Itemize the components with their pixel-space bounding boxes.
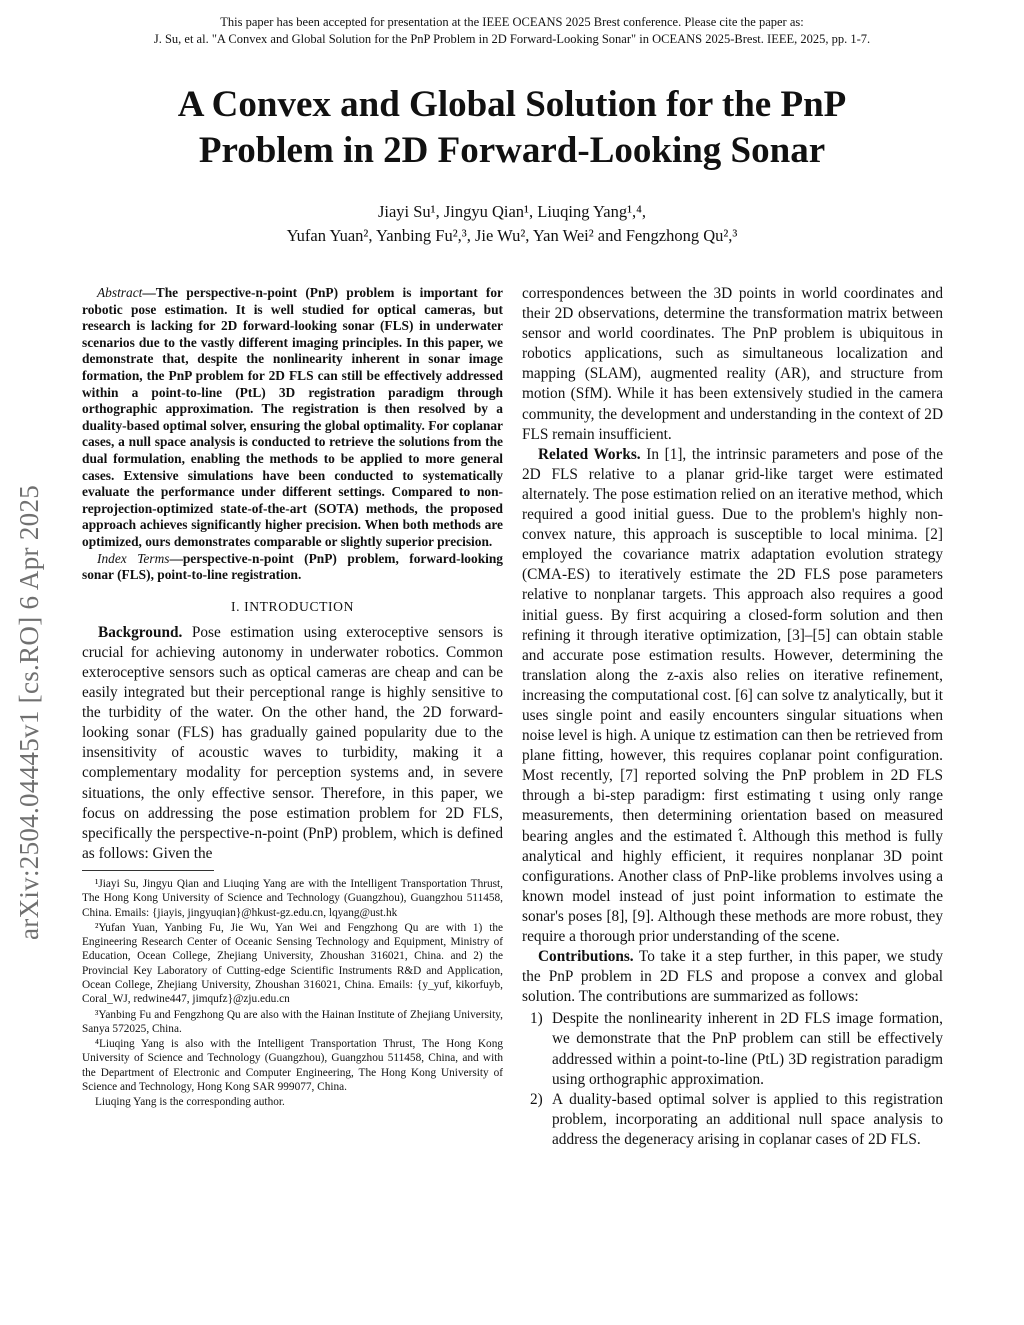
- index-terms-text: —perspective-n-point (PnP) problem, forward-looking sonar (FLS), point-to-line registration.: [82, 550, 504, 583]
- list-item-text: Despite the nonlinearity inherent in 2D FLS image formation, we demonstrate that the PnP problem can still be effectively addressed within a point-to-line (PtL) 3D registration paradigm using orthographic approximation.: [552, 1010, 943, 1088]
- contributions-text: To take it a step further, in this paper, we study the PnP problem in 2D FLS and propose a convex and global solution. The contributions are summarized as follows:: [522, 948, 943, 1006]
- footnote-3: ³Yanbing Fu and Fengzhong Qu are also with the Hainan Institute of Zhejiang University, Sanya 572025, China.: [82, 1008, 503, 1035]
- background-paragraph: [82, 623, 503, 864]
- contributions-paragraph: [522, 947, 943, 1007]
- intro-continued-paragraph: correspondences between the 3D points in world coordinates and their 2D observations, determine the transformation matrix between sensor and world coordinates. The PnP problem is ubiquitous in robotics applications, such as simultaneous localization and mapping (SLAM), augmented reality (AR), and structure from motion (SfM). While it has been extensively studied in the camera community, the development and understanding in the context of 2D FLS remain insufficient.: [522, 285, 943, 443]
- contributions-list: [522, 1009, 943, 1150]
- footnote-1: ¹Jiayi Su, Jingyu Qian and Liuqing Yang are with the Intelligent Transportation Thrust, The Hong Kong University of Science and Technology (Guangzhou), Guangzhou 511458, China. Emails: {jiayis, jingyuqian}@hkust-gz.edu.cn, lqyang@ust.hk: [82, 877, 503, 919]
- abstract-text: —The perspective-n-point (PnP) problem is important for robotic pose estimation. It is well studied for optical cameras, but research is lacking for 2D forward-looking sonar (FLS) in underwater scenarios due to the vastly different imaging principles. In this paper, we demonstrate that, despite the nonlinearity inherent in sonar image formation, the PnP problem for 2D FLS can still be effectively addressed within a point-to-line (PtL) 3D registration paradigm through orthographic approximation. The registration is then resolved by a duality-based optimal solver, ensuring the global optimality. For coplanar cases, a null space analysis is conducted to retrieve the solutions from the dual formulation, enabling the methods to be applied to more general cases. Extensive simulations have been conducted to systematically evaluate the performance under different settings. Compared to non-reprojection-optimized state-of-the-art (SOTA) methods, the proposed approach achieves significantly higher precision. When both methods are optimized, ours demonstrates comparable or slightly superior precision.: [82, 285, 503, 549]
- footnote-2: ²Yufan Yuan, Yanbing Fu, Jie Wu, Yan Wei and Fengzhong Qu are with 1) the Engineering Research Center of Oceanic Sensing Technology and Equipment, Ministry of Education, Ocean College, Zhejiang University, Zhoushan 316021, China. and 2) the Provincial Key Laboratory of Cutting-edge Scientific Instruments R&D and Application, Ocean College, Zhejiang University, Zhoushan 316021, China. Emails: {y_yuf, kikorfuyb, Coral_WJ, redwine447, jimqufz}@zju.edu.cn: [82, 921, 503, 1006]
- arxiv-identifier[interactable]: arXiv:2504.04445v1 [cs.RO] 6 Apr 2025: [14, 484, 44, 940]
- title-line-2: Problem in 2D Forward-Looking Sonar: [198, 130, 826, 171]
- related-works-text: In [1], the intrinsic parameters and pose of the 2D FLS relative to a planar grid-like target were estimated alternately. The pose estimation relied on an iterative method, which required a good initial guess. Due to the problem's highly non-convex nature, this approach is susceptible to local minima. [2] employed the covariance matrix adaptation evolution strategy (CMA-ES) to iteratively estimate the 2D FLS pose parameters relative to nonplanar targets. This approach also requires a good initial guess. By first acquiring a closed-form solution and then refining it through iterative optimization, [3]–[5] can obtain stable and accurate pose estimation results. However, determining the translation along the z-axis also relies on iterative refinement, increasing the computational cost. [6] can solve tz analytically, but it uses single point and easily encounters singular situations when noise level is high. A unique tz estimation can then be retrieved from plane fitting, however, this requires coplanar point configuration. Most recently, [7] reported solving the PnP problem in 2D FLS through a bi-step paradigm: first estimating t using only range measurements, then determining orientation based on measured bearing angles and the estimated t̂. Although this method is fully analytical and highly efficient, it requires nonplanar 3D point configurations. Another class of PnP-like problems involves using a known model instead of just point information to estimate the sonar's poses [8], [9]. Although these methods are more robust, they require a thorough prior understanding of the scene.: [522, 445, 943, 945]
- background-text: Pose estimation using exteroceptive sensors is crucial for achieving autonomy in underwater robotics. Common exteroceptive sensors such as optical cameras are cheap and can be easily integrated but their perceptional range is highly sensitive to the turbidity of the water. On the other hand, the 2D forward-looking sonar (FLS) has gradually gained popularity due to the insensitivity of acoustic waves to turbidity, making it a complementary modality for perception systems and, in severe situations, the only effective sensor. Therefore, in this paper, we focus on addressing the pose estimation problem for 2D FLS, specifically the perspective-n-point (PnP) problem, which is defined as follows: Given the: [82, 623, 503, 862]
- authors-line-2: Yufan Yuan², Yanbing Fu²,³, Jie Wu², Yan Wei² and Fengzhong Qu²,³: [286, 226, 738, 245]
- list-item-number: 1): [530, 1010, 543, 1028]
- abstract: [82, 285, 503, 584]
- related-works-label: Related Works.: [538, 445, 641, 463]
- paper-title: [0, 82, 1024, 174]
- list-item: [522, 1090, 943, 1150]
- list-item-number: 2): [530, 1090, 543, 1108]
- right-column: [522, 284, 943, 1150]
- authors-line-1: Jiayi Su¹, Jingyu Qian¹, Liuqing Yang¹,⁴,: [377, 202, 647, 221]
- footnote-4: ⁴Liuqing Yang is also with the Intelligent Transportation Thrust, The Hong Kong University of Science and Technology (Guangzhou), Guangzhou 511458, China, and with the Department of Electronic and Computer Engineering, The Hong Kong University of Science and Technology, Hong Kong SAR 999077, China.: [82, 1038, 503, 1094]
- list-item: [522, 1009, 943, 1089]
- author-list: [0, 200, 1024, 248]
- corresponding-author-note: Liuqing Yang is the corresponding author.: [95, 1096, 285, 1109]
- footnotes: [82, 877, 503, 1110]
- title-line-1: A Convex and Global Solution for the PnP: [177, 84, 847, 125]
- acceptance-notice: This paper has been accepted for presentation at the IEEE OCEANS 2025 Brest conference. Please cite the paper as:: [220, 15, 804, 29]
- section-heading-introduction: I. INTRODUCTION: [230, 598, 355, 614]
- citation-notice: J. Su, et al. "A Convex and Global Solution for the PnP Problem in 2D Forward-Looking Sonar" in OCEANS 2025-Brest. IEEE, 2025, pp. 1-7.: [153, 32, 871, 46]
- list-item-text: A duality-based optimal solver is applied to this registration problem, incorporating an additional null space analysis to address the degeneracy arising in coplanar cases of 2D FLS.: [552, 1090, 943, 1148]
- footnote-divider: [82, 870, 214, 871]
- contributions-label: Contributions.: [538, 948, 634, 966]
- index-terms-label: Index Terms: [97, 550, 170, 566]
- left-column: [82, 285, 503, 1111]
- background-label: Background.: [98, 623, 183, 641]
- abstract-label: Abstract: [97, 285, 143, 300]
- related-works-paragraph: [522, 445, 943, 947]
